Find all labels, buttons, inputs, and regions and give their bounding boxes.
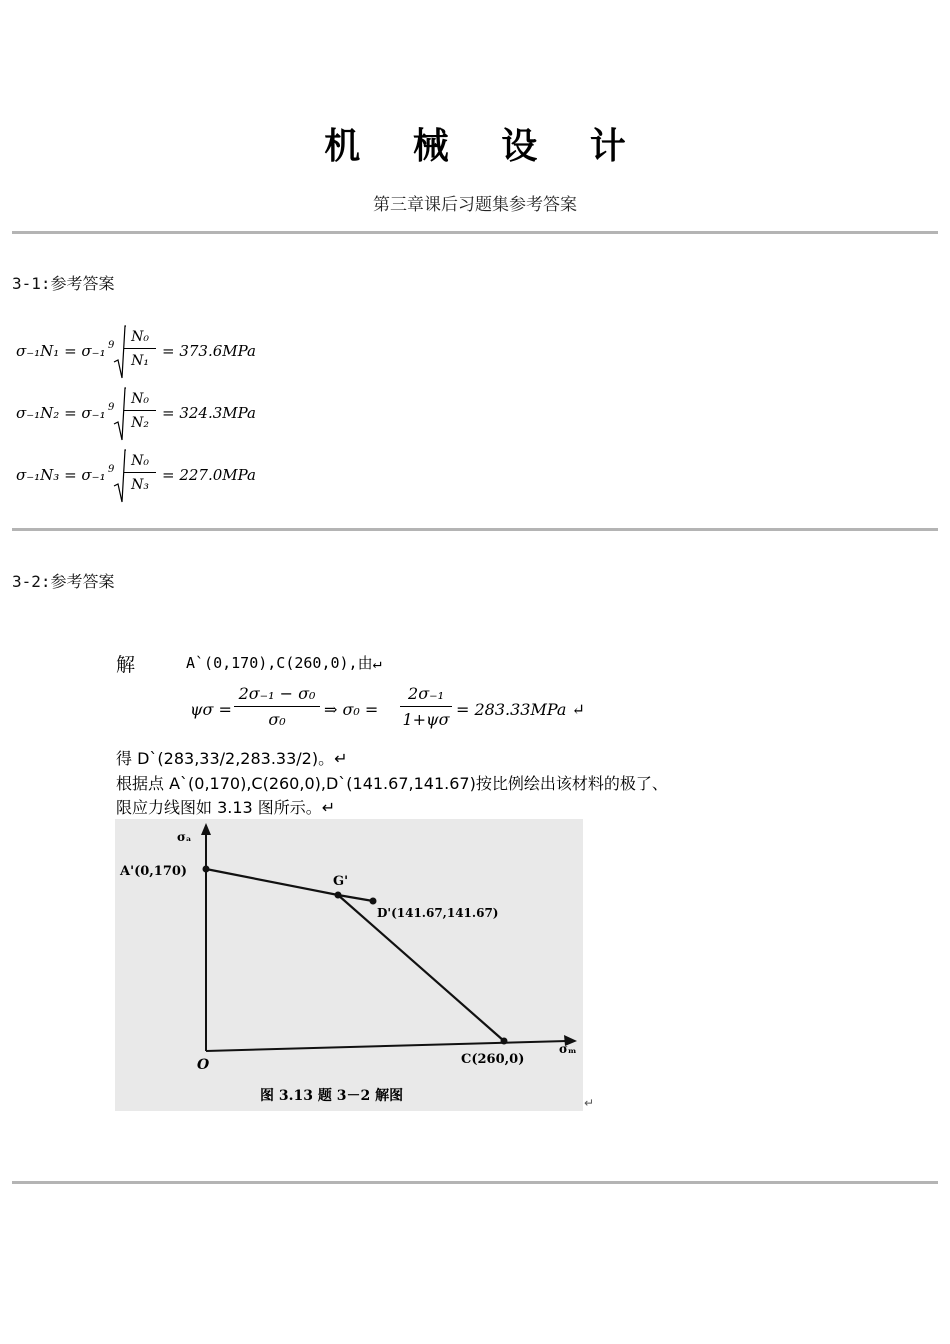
root-index: 9 bbox=[108, 402, 115, 413]
point-c-label: C(260,0) bbox=[461, 1052, 525, 1067]
equation-3 bbox=[16, 450, 276, 506]
equation-1-fraction bbox=[124, 326, 156, 371]
equation-3-numerator: N₀ bbox=[124, 450, 156, 473]
equation-1-denominator: N₁ bbox=[131, 353, 149, 369]
limit-stress-diagram bbox=[115, 819, 583, 1111]
origin-label: O bbox=[197, 1057, 210, 1073]
equation-3-lhs: σ₋₁N₃ = σ₋₁ bbox=[16, 466, 106, 484]
root-index: 9 bbox=[108, 340, 115, 351]
solution-jie: 解 bbox=[116, 654, 136, 676]
figure-caption: 图 3.13 题 3－2 解图 bbox=[260, 1088, 404, 1104]
divider-bottom bbox=[12, 1181, 938, 1184]
x-axis-label: σₘ bbox=[559, 1042, 577, 1056]
psi-numerator: 2σ₋₁ − σ₀ bbox=[234, 682, 320, 707]
equation-2-denominator: N₂ bbox=[131, 415, 149, 431]
figure-return-mark: ↵ bbox=[584, 1096, 595, 1110]
divider-top bbox=[12, 231, 938, 234]
solution-line-1: A`(0,170),C(260,0),由↵ bbox=[186, 654, 382, 672]
equation-1-lhs: σ₋₁N₁ = σ₋₁ bbox=[16, 342, 106, 360]
equation-1-result: = 373.6MPa bbox=[162, 342, 256, 360]
equation-2 bbox=[16, 388, 276, 444]
page-subtitle: 第三章课后习题集参考答案 bbox=[373, 195, 577, 215]
equation-2-numerator: N₀ bbox=[124, 388, 156, 411]
figure-3-13 bbox=[115, 819, 583, 1111]
equation-2-fraction bbox=[124, 388, 156, 433]
line-a-g bbox=[206, 869, 338, 895]
point-d-label: D'(141.67,141.67) bbox=[377, 906, 499, 920]
point-d-marker bbox=[370, 898, 377, 905]
psi-result: = 283.33MPa ↵ bbox=[456, 700, 585, 719]
section-3-2-label: 3-2:参考答案 bbox=[12, 572, 115, 591]
y-axis-label: σₐ bbox=[177, 830, 192, 844]
x-axis bbox=[206, 1041, 567, 1051]
page-title: 机 械 设 计 bbox=[324, 126, 646, 167]
solution-line-3: 根据点 A`(0,170),C(260,0),D`(141.67,141.67)按比例绘出该材料的极了、 bbox=[116, 774, 668, 793]
psi-fraction bbox=[234, 682, 320, 731]
psi-denominator: σ₀ bbox=[268, 710, 286, 729]
point-g-label: G' bbox=[333, 874, 349, 889]
equation-3-fraction bbox=[124, 450, 156, 495]
point-a-label: A'(0,170) bbox=[120, 864, 188, 879]
psi-arrow-lhs: ⇒ σ₀ = bbox=[324, 700, 379, 719]
section-3-1-label: 3-1:参考答案 bbox=[12, 274, 115, 293]
equation-3-denominator: N₃ bbox=[131, 477, 149, 493]
equation-2-lhs: σ₋₁N₂ = σ₋₁ bbox=[16, 404, 106, 422]
solution-line-2: 得 D`(283,33/2,283.33/2)。↵ bbox=[116, 749, 348, 768]
sigma-denominator: 1+ψσ bbox=[402, 710, 450, 729]
equation-2-result: = 324.3MPa bbox=[162, 404, 256, 422]
solution-line-4: 限应力线图如 3.13 图所示。↵ bbox=[116, 798, 336, 817]
psi-lhs: ψσ = bbox=[190, 700, 232, 719]
root-index: 9 bbox=[108, 464, 115, 475]
point-g-marker bbox=[335, 892, 342, 899]
equation-1 bbox=[16, 326, 276, 382]
equation-3-result: = 227.0MPa bbox=[162, 466, 256, 484]
divider-middle bbox=[12, 528, 938, 531]
point-a-marker bbox=[203, 866, 210, 873]
equation-1-numerator: N₀ bbox=[124, 326, 156, 349]
point-c-marker bbox=[501, 1038, 508, 1045]
sigma-numerator: 2σ₋₁ bbox=[400, 682, 452, 707]
psi-formula bbox=[190, 682, 710, 738]
y-axis-arrow bbox=[201, 823, 211, 835]
sigma-fraction bbox=[400, 682, 452, 731]
